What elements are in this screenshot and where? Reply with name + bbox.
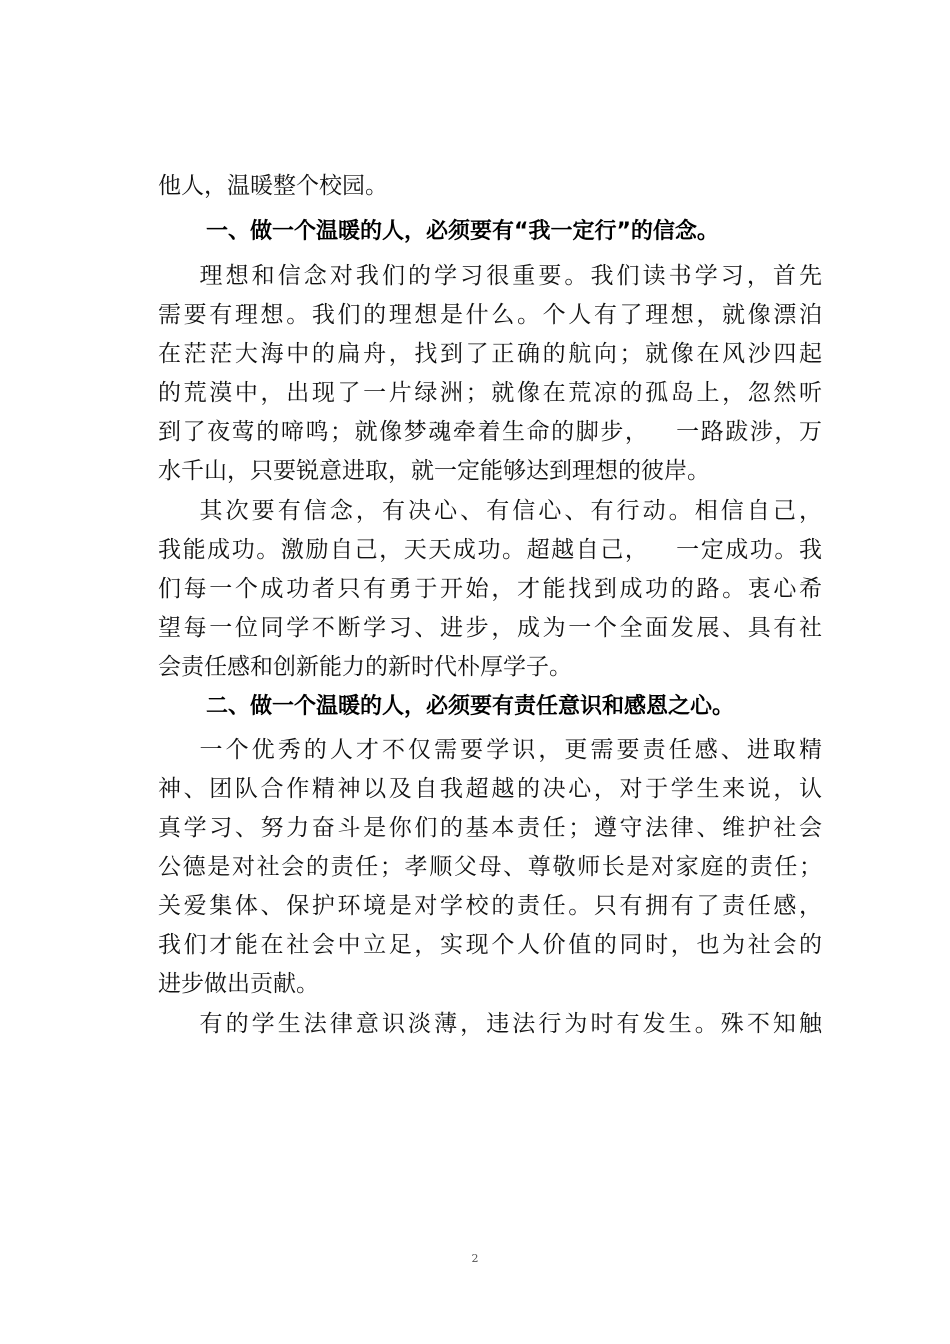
paragraph-1-line: 在茫茫大海中的扁舟，找到了正确的航向；就像在风沙四起 [158,341,822,367]
paragraph-3-line: 真学习、努力奋斗是你们的基本责任；遵守法律、维护社会 [158,815,822,841]
paragraph-1-line: 到了夜莺的啼鸣；就像梦魂牵着生命的脚步， 一路跋涉，万 [158,419,822,445]
paragraph-3-line: 公德是对社会的责任；孝顺父母、尊敬师长是对家庭的责任； [158,854,822,880]
paragraph-1-line: 需要有理想。我们的理想是什么。个人有了理想，就像漂泊 [158,302,822,328]
paragraph-2-line: 望每一位同学不断学习、进步，成为一个全面发展、具有社 [158,615,822,641]
paragraph-3-line: 关爱集体、保护环境是对学校的责任。只有拥有了责任感， [158,893,822,919]
paragraph-2-line: 其次要有信念，有决心、有信心、有行动。相信自己， [158,498,822,524]
paragraph-2-line: 们每一个成功者只有勇于开始，才能找到成功的路。衷心希 [158,576,822,602]
paragraph-1-line: 的荒漠中，出现了一片绿洲；就像在荒凉的孤岛上，忽然听 [158,380,822,406]
paragraph-1-line: 水千山，只要锐意进取，就一定能够达到理想的彼岸。 [158,458,710,484]
paragraph-2-line: 我能成功。激励自己，天天成功。超越自己， 一定成功。我 [158,537,822,563]
paragraph-3-line: 神、团队合作精神以及自我超越的决心，对于学生来说，认 [158,776,822,802]
intro-line: 他人，温暖整个校园。 [158,173,388,199]
page-number: 2 [471,1252,479,1265]
paragraph-2-line: 会责任感和创新能力的新时代朴厚学子。 [158,654,572,680]
paragraph-4-line: 有的学生法律意识淡薄，违法行为时有发生。殊不知触 [158,1011,822,1037]
paragraph-3-line: 我们才能在社会中立足，实现个人价值的同时，也为社会的 [158,932,822,958]
paragraph-3-line: 一个优秀的人才不仅需要学识，更需要责任感、进取精 [158,737,822,763]
paragraph-1-line: 理想和信念对我们的学习很重要。我们读书学习，首先 [158,263,822,289]
paragraph-3-line: 进步做出贡献。 [158,971,319,997]
section-heading-1: 一、做一个温暖的人，必须要有“我一定行”的信念。 [206,219,719,244]
section-heading-2: 二、做一个温暖的人，必须要有责任意识和感恩之心。 [206,694,735,719]
